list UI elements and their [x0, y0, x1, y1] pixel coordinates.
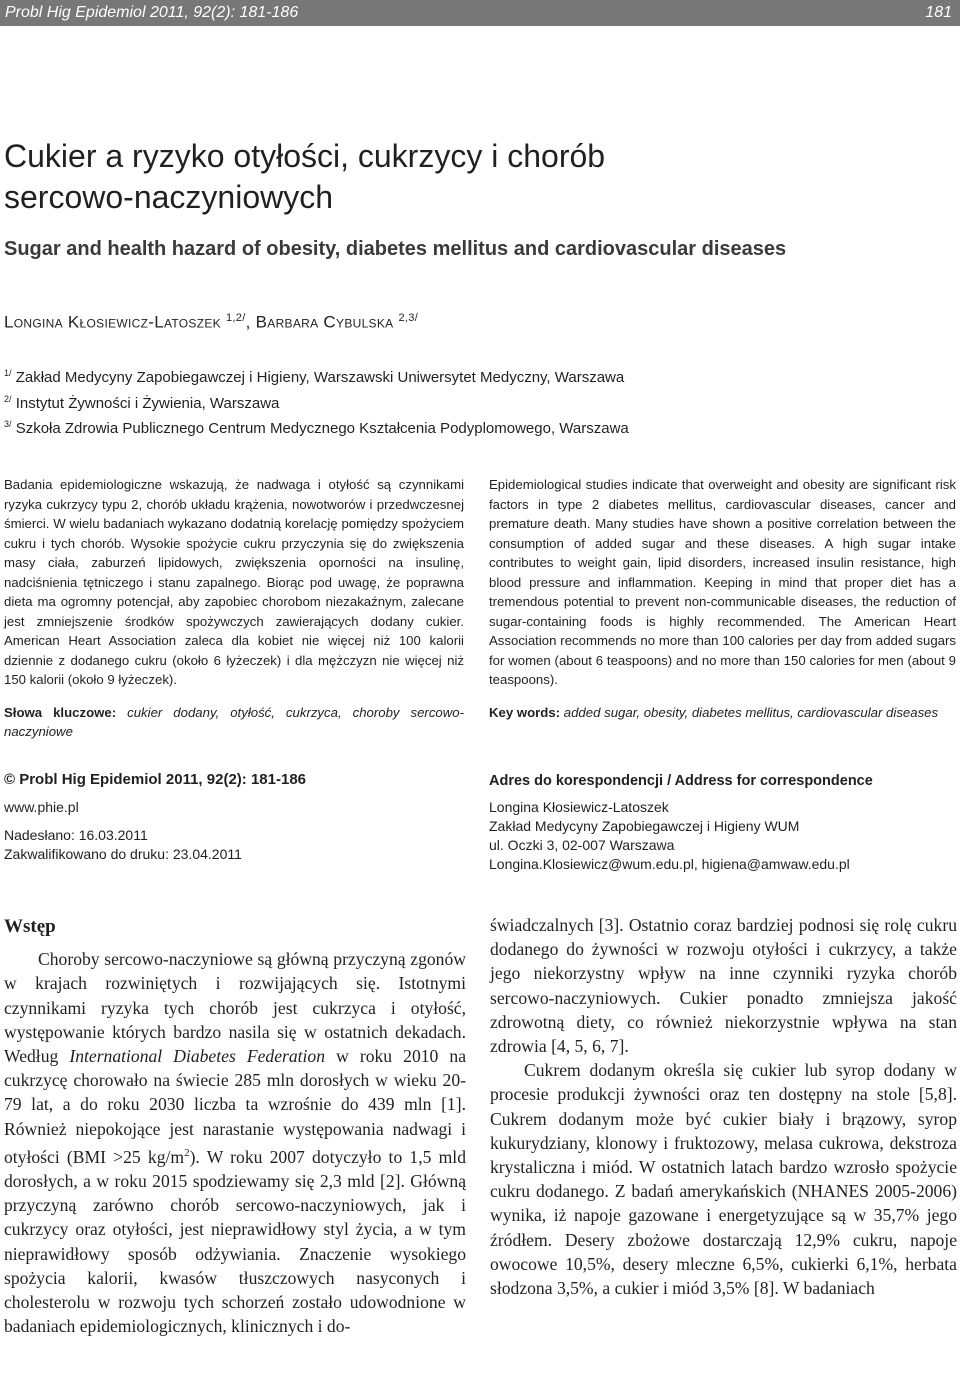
abstract-english-text: Epidemiological studies indicate that overweight and obesity are significant risk factors in type 2 diabetes mellitus, cardiovascular diseases, cancer and premature death. Many studies have shown a positive correlation between the consumption of added sugar and these diseases. A high sugar intake contributes to weight gain, lipid disorders, increased insulin resistance, high blood pressure and inflammation. Keeping in mind that proper diet has a tremendous potential to prevent non-communicable diseases, the reduction of sugar-containing foods is highly recommended. The American Heart Association recommends no more than 100 calories per day from added sugars for women (about 6 teaspoons) and no more than 150 calories for men (about 9 teaspoons). [489, 477, 956, 687]
journal-reference: Probl Hig Epidemiol 2011, 92(2): 181-186 [5, 4, 299, 21]
keywords-value: cukier dodany, otyłość, cukrzyca, choroby sercowo-naczyniowe [4, 704, 465, 739]
abstract-polish-text: Badania epidemiologiczne wskazują, że nadwaga i otyłość są czynnikami ryzyka cukrzycy typu 2, chorób układu krążenia, nowotworów i przedwczesnej śmierci. W wielu badaniach wykazano dodatnią korelację pomiędzy spożyciem cukru i tych chorób. Wysokie spożycie cukru przyczynia się do zwiększenia masy ciała, zaburzeń lipidowych, zwiększenia oporności na insulinę, nadciśnienia tętniczego i stanu zapalnego. Biorąc pod uwagę, że poprawna dieta ma ogromny potencjał, aby zapobiec chorobom niezakaźnym, zalecane jest zmniejszenie środków spożywczych zawierających dodany cukier. American Heart Association zaleca dla kobiet nie więcej niż 100 kalorii dziennie z dodanego cukru (około 6 łyżeczek) i dla mężczyzn nie więcej niż 150 kalorii (około 9 łyżeczek). [4, 477, 464, 687]
received-date: Nadesłano: 16.03.2011 [4, 827, 148, 843]
article-subtitle: Sugar and health hazard of obesity, diabetes mellitus and cardiovascular diseases [4, 238, 787, 260]
article-title [4, 136, 904, 218]
body-column-right [490, 913, 957, 1300]
keywords-value: added sugar, obesity, diabetes mellitus, cardiovascular diseases [563, 704, 939, 720]
keywords-label: Key words: [489, 704, 561, 720]
journal-website-link[interactable]: www.phie.pl [4, 799, 79, 815]
affiliation-item: $^{3/}$ Szkoła Zdrowia Publicznego Centrum Medycznego Kształcenia Podyplomowego, Warszawa [4, 419, 629, 437]
title-line-2: sercowo-naczyniowych [4, 179, 334, 215]
author-1-affiliation: 1,2/ [226, 312, 246, 324]
affiliations [4, 363, 629, 440]
author-list: Longina Kłosiewicz-Latoszek $^{1,2/}$, Barbara Cybulska $^{2,3/}$ [4, 312, 419, 332]
keywords-polish [4, 703, 464, 742]
body-column-left [4, 913, 466, 1338]
correspondence-name: Longina Kłosiewicz-Latoszek [489, 799, 669, 815]
body-paragraph: Choroby sercowo-naczyniowe są główną przyczyną zgonów w krajach rozwiniętych i rozwijających się. Istotnymi czynnikami ryzyka tych chorób jest cukrzyca i otyłość, występowanie których bardzo nasila się w ostatnich dekadach. Według International Diabetes Federation w roku 2010 na cukrzycę chorowało na świecie 285 mln dorosłych w wieku 20-79 lat, a do roku 2030 liczba ta wzrośnie do 439 mln [1]. Również niepokojące jest narastanie występowania nadwagi i otyłości (BMI >25 $kg/m^2$). W roku 2007 dotyczyło to 1,5 mld dorosłych, a w roku 2015 spodziewamy się 2,3 mld [2]. Główną przyczyną zarówno chorób sercowo-naczyniowych, jak i cukrzycy oraz otyłości, jest nieprawidłowy styl życia, a w tym nieprawidłowy sposób odżywiania. Znaczenie wysokiego spożycia kalorii, kwasów tłuszczowych nasyconych i cholesterolu w rozwoju tych schorzeń zostało udowodnione w badaniach epidemiologicznych, klinicznych i do- [4, 949, 466, 1337]
correspondence-institution: Zakład Medycyny Zapobiegawczej i Higieny WUM [489, 818, 800, 834]
copyright-line: © Probl Hig Epidemiol 2011, 92(2): 181-186 [4, 771, 306, 788]
correspondence-block [489, 772, 956, 874]
publication-meta [4, 770, 464, 864]
accepted-date: Zakwalifikowano do druku: 23.04.2011 [4, 846, 242, 862]
body-paragraph: Cukrem dodanym określa się cukier lub syrop dodany w procesie produkcji żywności oraz ten dostępny na stole [5,8]. Cukrem dodanym może być cukier biały i brązowy, syrop kukurydziany, klonowy i fruktozowy, melasa cukrowa, dekstroza krystaliczna i miód. W ostatnich latach bardzo wzrosło spożycie cukru dodanego. Z badań amerykańskich (NHANES 2005-2006) wynika, iż napoje gazowane i energetyzujące są w 35,7% jego źródłem. Desery zbożowe dostarczają 12,9% cukru, napoje owocowe 10,5%, desery mleczne 6,5%, cukierki 6,1%, herbata słodzona 3,5%, a cukier i miód 3,5% [8]. W badaniach [490, 1060, 957, 1299]
correspondence-emails[interactable]: Longina.Klosiewicz@wum.edu.pl, higiena@amwaw.edu.pl [489, 856, 850, 872]
keywords-english [489, 703, 956, 723]
correspondence-address: ul. Oczki 3, 02-007 Warszawa [489, 837, 675, 853]
abstract-polish [4, 475, 464, 742]
body-paragraph: świadczalnych [3]. Ostatnio coraz bardziej podnosi się rolę cukru dodanego do żywności w rozwoju otyłości i cukrzycy, a także jego niekorzystny wpływ na inne czynniki ryzyka chorób sercowo-naczyniowych. Cukier ponadto zmniejsza jakość zdrowotną diety, co również niekorzystnie wpływa na stan zdrowia [4, 5, 6, 7]. [490, 915, 957, 1057]
author-2-affiliation: 2,3/ [398, 312, 419, 324]
title-line-1: Cukier a ryzyko otyłości, cukrzycy i chorób [4, 138, 606, 174]
affiliation-item: $^{2/}$ Instytut Żywności i Żywienia, Warszawa [4, 393, 280, 412]
section-heading: Wstęp [4, 916, 56, 937]
page-number: 181 [925, 4, 952, 21]
keywords-label: Słowa kluczowe: [4, 704, 117, 720]
running-header [0, 0, 960, 26]
abstract-english [489, 475, 956, 722]
correspondence-title: Adres do korespondencji / Address for correspondence [489, 773, 873, 789]
author-1: Longina Kłosiewicz-Latoszek [4, 312, 221, 332]
author-2: Barbara Cybulska [255, 312, 394, 332]
affiliation-item: $^{1/}$ Zakład Medycyny Zapobiegawczej i Higieny, Warszawski Uniwersytet Medyczny, Warszawa [4, 368, 625, 386]
